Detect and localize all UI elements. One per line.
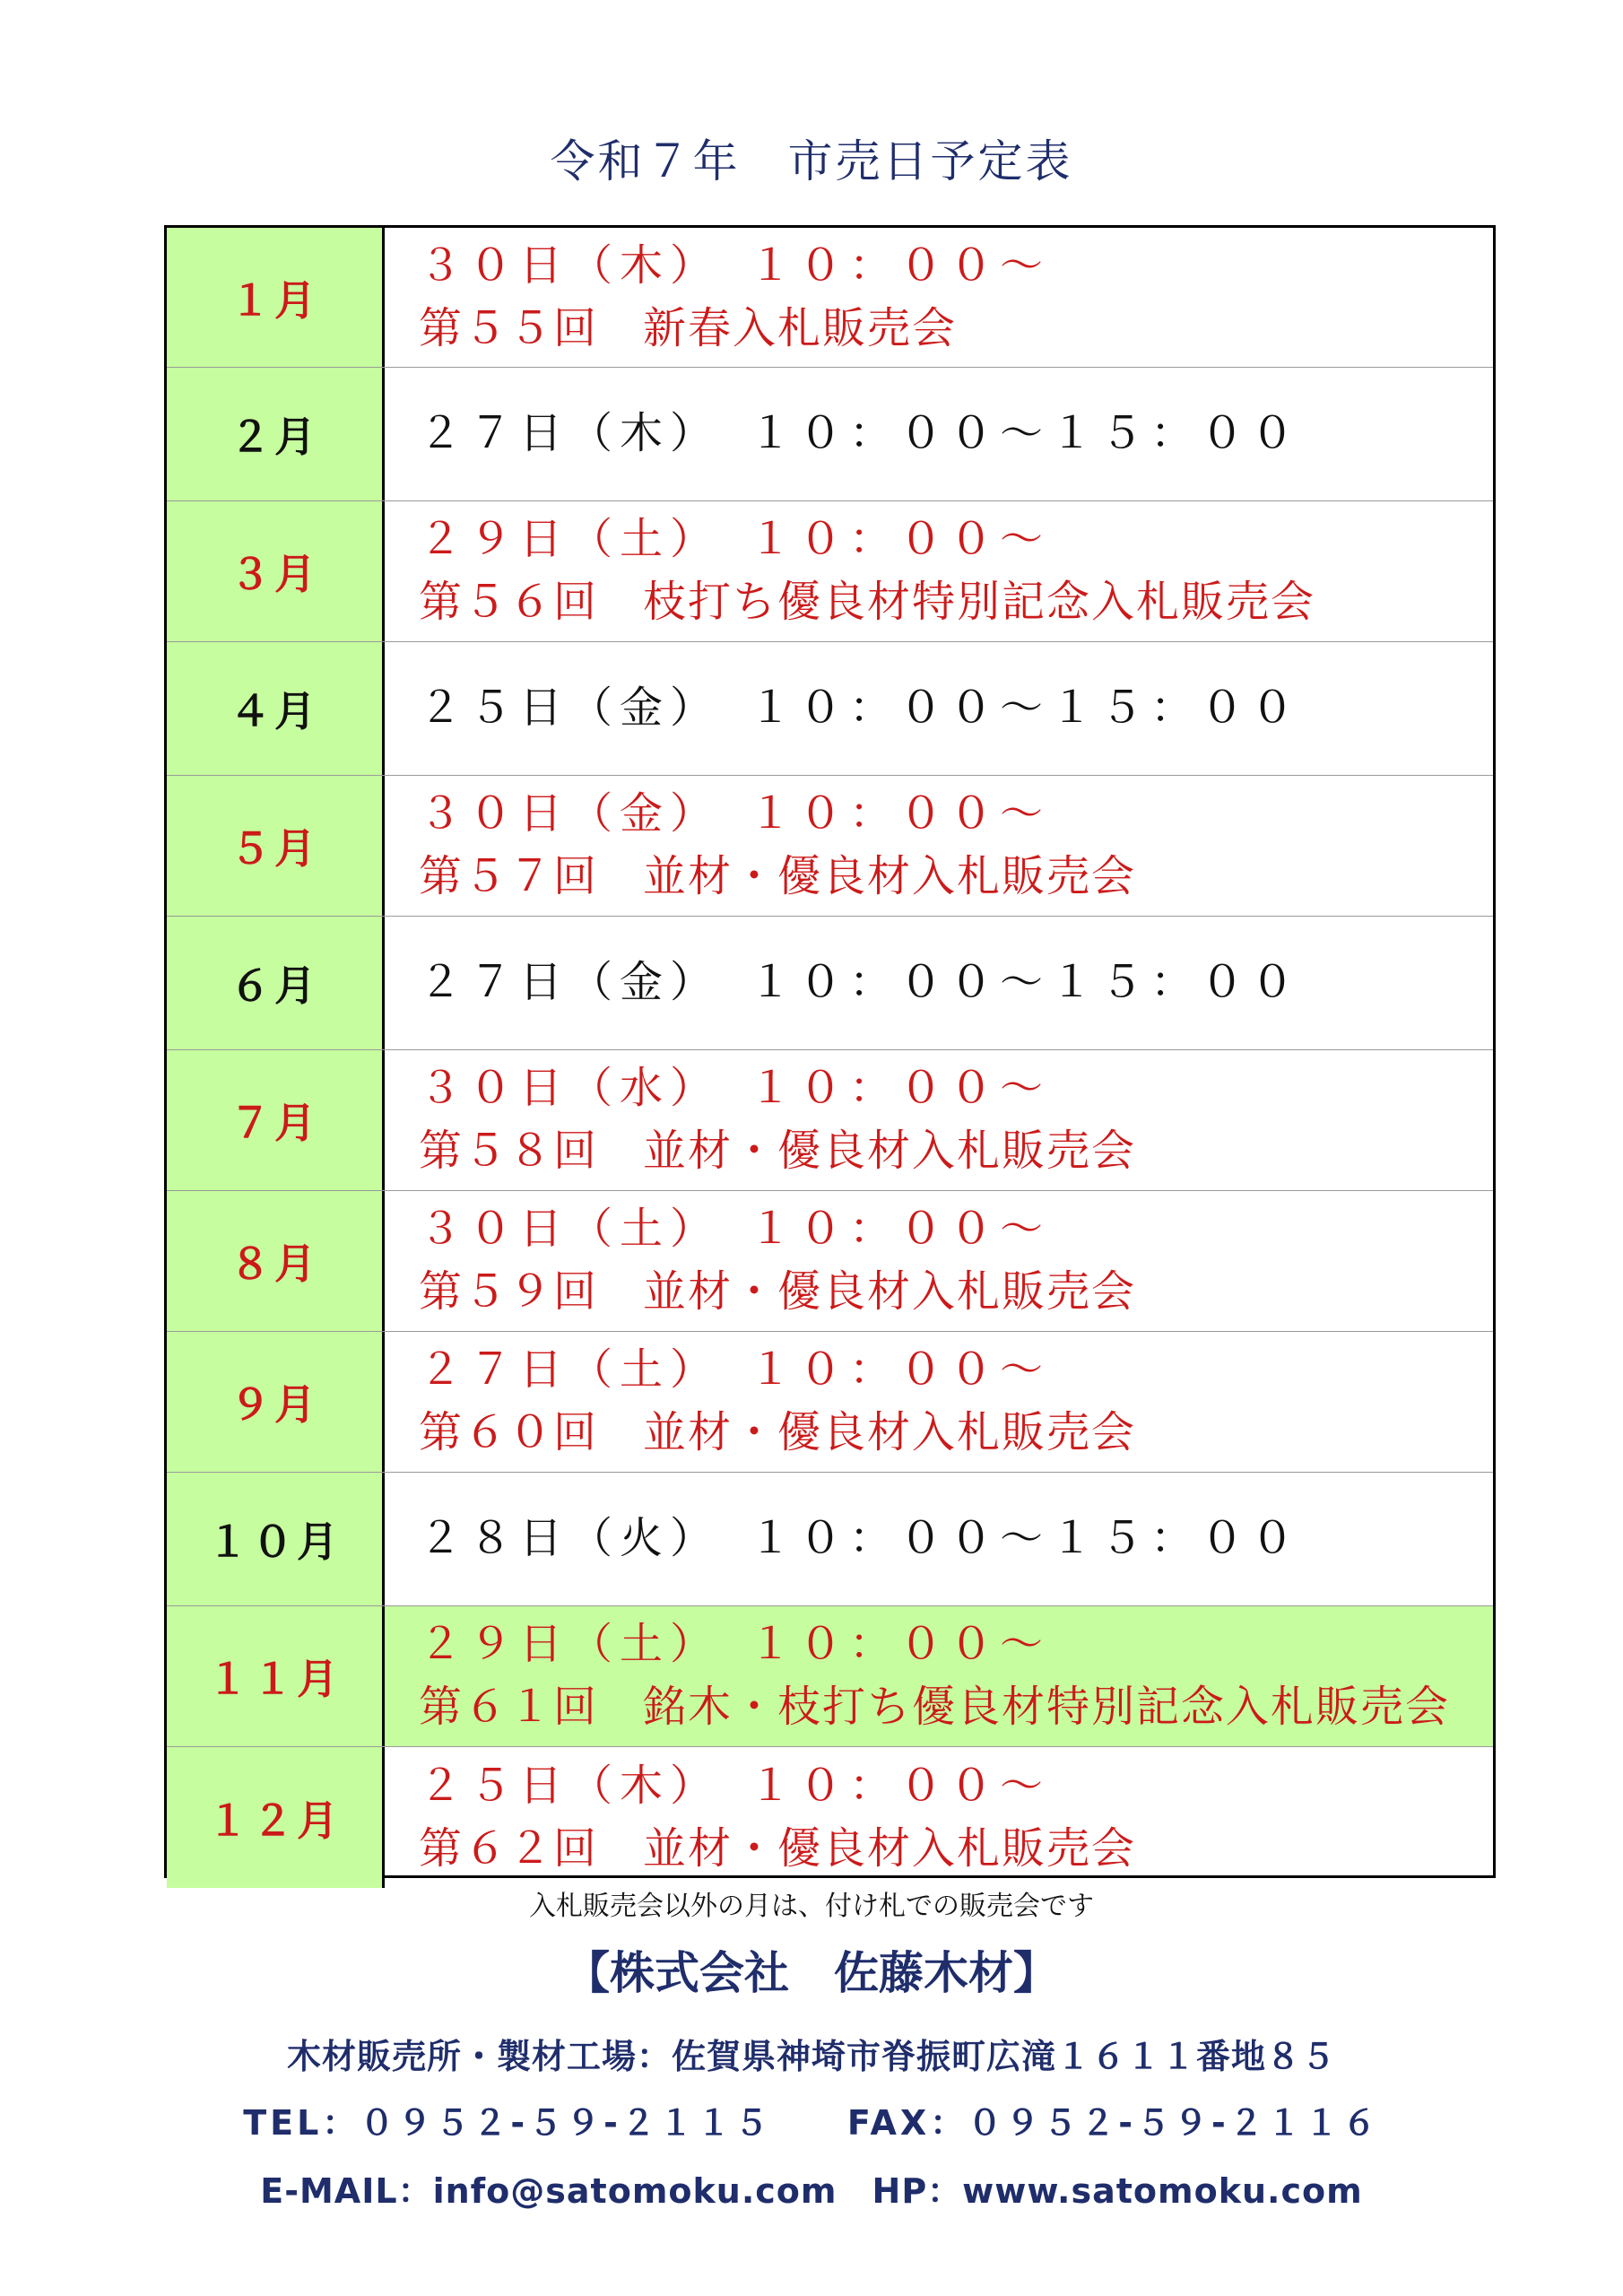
- date-time-text: ２７日（土） １０：００～: [419, 1344, 1051, 1396]
- detail-cell: [385, 1050, 1493, 1190]
- date-time-text: ３０日（土） １０：００～: [419, 1204, 1051, 1255]
- month-cell: ６月: [167, 917, 385, 1049]
- schedule-table: [164, 225, 1496, 1878]
- event-name-text: 第６０回 並材・優良材入札販売会: [419, 1407, 1137, 1457]
- email-website-line: E-MAIL：info@satomoku.com HP：www.satomoku.com: [260, 2171, 1363, 2211]
- schedule-row: [167, 1050, 1493, 1191]
- month-cell: １０月: [167, 1473, 385, 1605]
- date-time-text: ２７日（金） １０：００～１５：００: [419, 957, 1302, 1008]
- phone-fax-line: TEL：０９５２-５９-２１１５ FAX：０９５２-５９-２１１６: [243, 2103, 1380, 2143]
- schedule-row: [167, 1332, 1493, 1473]
- detail-cell: [385, 1191, 1493, 1331]
- date-time-text: ３０日（木） １０：００～: [419, 239, 1051, 291]
- date-time-text: ２９日（土） １０：００～: [419, 1619, 1051, 1670]
- month-cell: １１月: [167, 1606, 385, 1746]
- detail-cell: [385, 642, 1493, 775]
- event-name-text: 第５８回 並材・優良材入札販売会: [419, 1126, 1137, 1176]
- month-cell: ４月: [167, 642, 385, 775]
- month-cell: ２月: [167, 368, 385, 500]
- date-time-text: ２５日（金） １０：００～１５：００: [419, 683, 1302, 734]
- detail-cell: [385, 917, 1493, 1049]
- schedule-row: [167, 368, 1493, 501]
- date-time-text: ３０日（金） １０：００～: [419, 788, 1051, 839]
- schedule-row: [167, 917, 1493, 1050]
- detail-cell: [385, 1473, 1493, 1605]
- date-time-text: ２７日（木） １０：００～１５：００: [419, 408, 1302, 459]
- page-title: 令和７年 市売日予定表: [550, 135, 1073, 187]
- event-name-text: 第６２回 並材・優良材入札販売会: [419, 1822, 1137, 1874]
- detail-cell: [385, 1606, 1493, 1746]
- event-name-text: 第５６回 枝打ち優良材特別記念入札販売会: [419, 577, 1316, 627]
- month-cell: １月: [167, 228, 385, 367]
- detail-cell: [385, 776, 1493, 916]
- detail-cell: [385, 228, 1493, 367]
- month-cell: ７月: [167, 1050, 385, 1190]
- detail-cell: [385, 1747, 1493, 1888]
- date-time-text: ２５日（木） １０：００～: [419, 1760, 1051, 1811]
- month-cell: ９月: [167, 1332, 385, 1472]
- address-line: 木材販売所・製材工場：佐賀県神埼市脊振町広滝１６１１番地８５: [286, 2037, 1336, 2076]
- date-time-text: ３０日（水） １０：００～: [419, 1063, 1051, 1114]
- schedule-row: [167, 1747, 1493, 1888]
- detail-cell: [385, 368, 1493, 500]
- schedule-row: [167, 228, 1493, 368]
- event-name-text: 第５７回 並材・優良材入札販売会: [419, 851, 1137, 901]
- schedule-row: [167, 501, 1493, 642]
- date-time-text: ２８日（火） １０：００～１５：００: [419, 1513, 1302, 1564]
- schedule-row: [167, 1473, 1493, 1606]
- schedule-row: [167, 1191, 1493, 1332]
- month-cell: ８月: [167, 1191, 385, 1331]
- company-name: 【株式会社 佐藤木材】: [565, 1947, 1058, 1999]
- detail-cell: [385, 1332, 1493, 1472]
- schedule-row: [167, 642, 1493, 776]
- detail-cell: [385, 501, 1493, 641]
- event-name-text: 第６１回 銘木・枝打ち優良材特別記念入札販売会: [419, 1682, 1451, 1732]
- month-cell: １２月: [167, 1747, 385, 1888]
- month-cell: ３月: [167, 501, 385, 641]
- event-name-text: 第５９回 並材・優良材入札販売会: [419, 1266, 1137, 1317]
- event-name-text: 第５５回 新春入札販売会: [419, 302, 958, 353]
- schedule-row: [167, 1606, 1493, 1747]
- month-cell: ５月: [167, 776, 385, 916]
- schedule-note: 入札販売会以外の月は、付け札での販売会です: [529, 1891, 1094, 1922]
- schedule-row: [167, 776, 1493, 917]
- date-time-text: ２９日（土） １０：００～: [419, 514, 1051, 565]
